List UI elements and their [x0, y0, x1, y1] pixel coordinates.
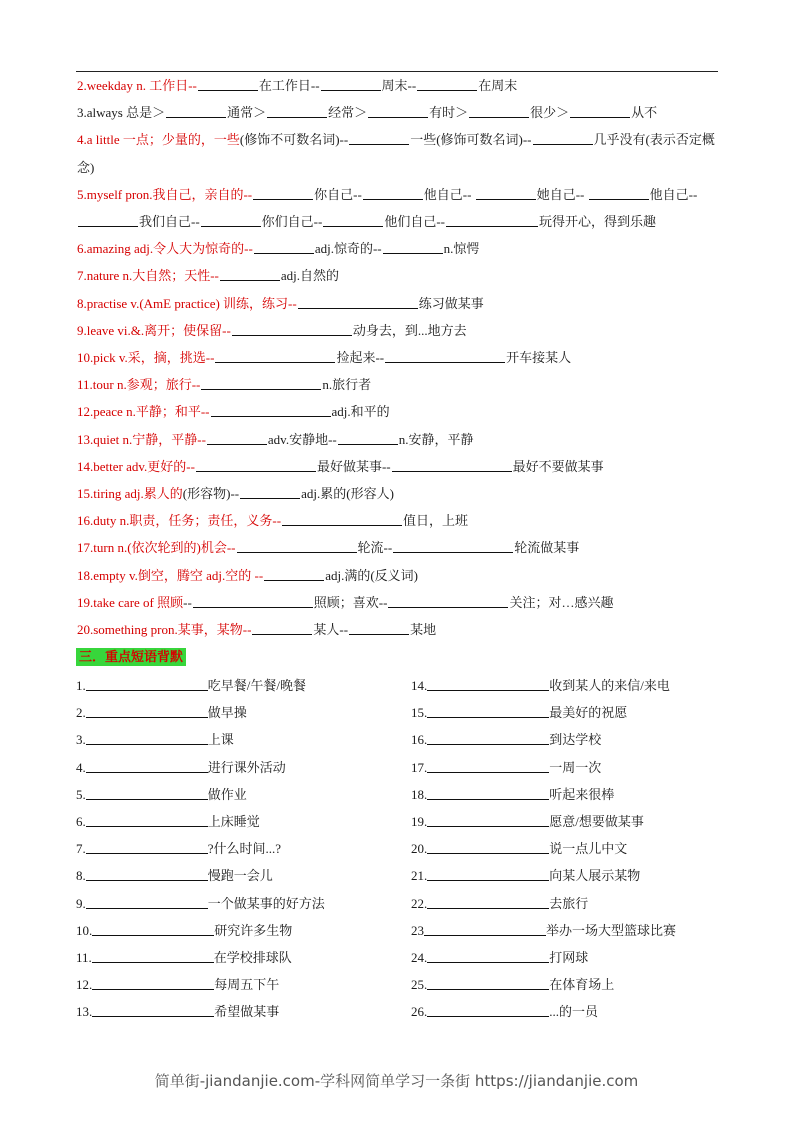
- phrase-item: 20. 说一点儿中文: [411, 841, 628, 857]
- vocab-exercise: [77, 72, 722, 643]
- answer-blank[interactable]: [424, 921, 546, 936]
- phrase-item: 10. 研究许多生物: [76, 922, 293, 938]
- answer-blank[interactable]: [349, 130, 409, 145]
- answer-blank[interactable]: [427, 948, 549, 963]
- answer-blank[interactable]: [86, 785, 208, 800]
- phrase-item: 25. 在体育场上: [411, 977, 615, 993]
- phrase-item: 11. 在学校排球队: [76, 949, 292, 965]
- answer-blank[interactable]: [207, 430, 267, 445]
- answer-blank[interactable]: [383, 239, 443, 254]
- answer-blank[interactable]: [363, 185, 423, 200]
- phrase-item: 19. 愿意/想要做某事: [411, 813, 644, 829]
- answer-blank[interactable]: [385, 348, 505, 363]
- answer-blank[interactable]: [201, 375, 321, 390]
- answer-blank[interactable]: [388, 593, 508, 608]
- vocab-item-16: 16.duty n.职责，任务；责任，义务-- 值日，上班: [77, 513, 469, 529]
- phrase-item: 13. 希望做某事: [76, 1004, 280, 1020]
- vocab-item-17: 17.turn n.(依次轮到的)机会-- 轮流-- 轮流做某事: [77, 540, 580, 556]
- vocab-item-7: 7.nature n.大自然；天性-- adj.自然的: [77, 268, 340, 284]
- answer-blank[interactable]: [86, 758, 208, 773]
- answer-blank[interactable]: [198, 76, 258, 91]
- answer-blank[interactable]: [92, 948, 214, 963]
- vocab-item-20: 20.something pron.某事，某物-- 某人-- 某地: [77, 622, 437, 638]
- answer-blank[interactable]: [166, 103, 226, 118]
- phrase-list-left: [76, 672, 406, 1025]
- phrase-item: 22. 去旅行: [411, 895, 589, 911]
- answer-blank[interactable]: [211, 402, 331, 417]
- answer-blank[interactable]: [393, 538, 513, 553]
- answer-blank[interactable]: [427, 866, 549, 881]
- vocab-item-6: 6.amazing adj.令人大为惊奇的-- adj.惊奇的-- n.惊愕: [77, 241, 480, 257]
- phrase-item: 9. 一个做某事的好方法: [76, 895, 325, 911]
- answer-blank[interactable]: [215, 348, 335, 363]
- vocab-item-19: 19.take care of 照顾-- 照顾；喜欢-- 关注；对…感兴趣: [77, 594, 614, 610]
- phrase-item: 14. 收到某人的来信/来电: [411, 678, 670, 693]
- answer-blank[interactable]: [201, 212, 261, 227]
- phrase-item: 18. 听起来很棒: [411, 786, 615, 802]
- vocab-item-12: 12.peace n.平静；和平-- adj.和平的: [77, 404, 390, 420]
- answer-blank[interactable]: [476, 185, 536, 200]
- answer-blank[interactable]: [368, 103, 428, 118]
- answer-blank[interactable]: [252, 620, 312, 635]
- phrase-item: 8. 慢跑一会儿: [76, 868, 273, 884]
- answer-blank[interactable]: [232, 321, 352, 336]
- answer-blank[interactable]: [86, 730, 208, 745]
- answer-blank[interactable]: [86, 812, 208, 827]
- phrase-item: 16. 到达学校: [411, 732, 602, 748]
- vocab-item-3: 3.always 总是＞ 通常＞ 经常＞ 有时＞ 很少＞ 从不: [77, 105, 658, 121]
- answer-blank[interactable]: [417, 76, 477, 91]
- answer-blank[interactable]: [446, 212, 538, 227]
- phrase-list-right: [411, 672, 741, 1025]
- answer-blank[interactable]: [323, 212, 383, 227]
- answer-blank[interactable]: [338, 430, 398, 445]
- answer-blank[interactable]: [193, 593, 313, 608]
- answer-blank[interactable]: [427, 812, 549, 827]
- answer-blank[interactable]: [86, 894, 208, 909]
- vocab-item-11: 11.tour n.参观；旅行-- n.旅行者: [77, 377, 372, 393]
- answer-blank[interactable]: [78, 212, 138, 227]
- answer-blank[interactable]: [254, 239, 314, 254]
- answer-blank[interactable]: [92, 1002, 214, 1017]
- answer-blank[interactable]: [427, 676, 549, 691]
- answer-blank[interactable]: [264, 566, 324, 581]
- phrase-item: 17. 一周一次: [411, 759, 602, 775]
- phrase-item: 23 举办一场大型篮球比赛: [411, 922, 677, 938]
- answer-blank[interactable]: [349, 620, 409, 635]
- answer-blank[interactable]: [589, 185, 649, 200]
- answer-blank[interactable]: [267, 103, 327, 118]
- vocab-item-15: 15.tiring adj.累人的(形容物)-- adj.累的(形容人): [77, 486, 394, 502]
- answer-blank[interactable]: [469, 103, 529, 118]
- answer-blank[interactable]: [86, 703, 208, 718]
- answer-blank[interactable]: [427, 703, 549, 718]
- answer-blank[interactable]: [427, 1002, 549, 1017]
- vocab-item-8: 8.practise v.(AmE practice) 训练，练习-- 练习做某事: [77, 295, 484, 311]
- vocab-item-14: 14.better adv.更好的-- 最好做某事-- 最好不要做某事: [77, 458, 604, 474]
- answer-blank[interactable]: [392, 457, 512, 472]
- vocab-item-13: 13.quiet n.宁静，平静-- adv.安静地-- n.安静，平静: [77, 431, 474, 447]
- answer-blank[interactable]: [427, 785, 549, 800]
- answer-blank[interactable]: [253, 185, 313, 200]
- phrase-item: 12. 每周五下午: [76, 977, 280, 993]
- phrase-item: 26. ...的一员: [411, 1004, 599, 1020]
- vocab-item-2: 2.weekday n. 工作日-- 在工作日-- 周末-- 在周末: [77, 78, 518, 93]
- answer-blank[interactable]: [427, 730, 549, 745]
- answer-blank[interactable]: [86, 866, 208, 881]
- phrase-item: 21. 向某人展示某物: [411, 868, 641, 884]
- phrase-item: 6. 上床睡觉: [76, 813, 260, 829]
- answer-blank[interactable]: [533, 130, 593, 145]
- phrase-item: 4. 进行课外活动: [76, 759, 286, 775]
- answer-blank[interactable]: [196, 457, 316, 472]
- phrase-item: 7. ?什么时间...?: [76, 841, 282, 857]
- phrase-item: 3. 上课: [76, 732, 234, 748]
- phrase-item: 1. 吃早餐/午餐/晚餐: [76, 678, 306, 693]
- answer-blank[interactable]: [240, 484, 300, 499]
- answer-blank[interactable]: [220, 266, 280, 281]
- vocab-item-9: 9.leave vi.&.离开；使保留-- 动身去，到...地方去: [77, 322, 467, 338]
- answer-blank[interactable]: [282, 511, 402, 526]
- answer-blank[interactable]: [321, 76, 381, 91]
- phrase-item: 2. 做早操: [76, 705, 247, 721]
- vocab-item-10: 10.pick v.采，摘，挑选-- 捡起来-- 开车接某人: [77, 350, 572, 366]
- page-footer: 简单街-jiandanjie.com-学科网简单学习一条街 https://jiandanjie.com: [154, 1072, 639, 1090]
- vocab-item-4: 4.a little 一点；少量的，一些(修饰不可数名词)-- 一些(修饰可数名词)-- 几乎没有(表示否定概念): [77, 132, 715, 175]
- answer-blank[interactable]: [427, 758, 549, 773]
- answer-blank[interactable]: [86, 676, 208, 691]
- vocab-item-18: 18.empty v.倒空，腾空 adj.空的 -- adj.满的(反义词): [77, 567, 418, 583]
- answer-blank[interactable]: [298, 294, 418, 309]
- vocab-item-5: 5.myself pron.我自己，亲自的-- 你自己-- 他自己-- 她自己-- 他自己-- 我们自己-- 你们自己-- 他们自己-- 玩得开心，得到乐趣: [77, 186, 698, 230]
- phrase-item: 5. 做作业: [76, 786, 247, 802]
- answer-blank[interactable]: [92, 975, 214, 990]
- phrase-item: 15. 最美好的祝愿: [411, 705, 628, 721]
- section-title: 三．重点短语背默: [76, 648, 186, 666]
- answer-blank[interactable]: [427, 839, 549, 854]
- answer-blank[interactable]: [92, 921, 214, 936]
- answer-blank[interactable]: [427, 975, 549, 990]
- answer-blank[interactable]: [427, 894, 549, 909]
- answer-blank[interactable]: [86, 839, 208, 854]
- answer-blank[interactable]: [570, 103, 630, 118]
- phrase-item: 24. 打网球: [411, 949, 589, 965]
- answer-blank[interactable]: [237, 538, 357, 553]
